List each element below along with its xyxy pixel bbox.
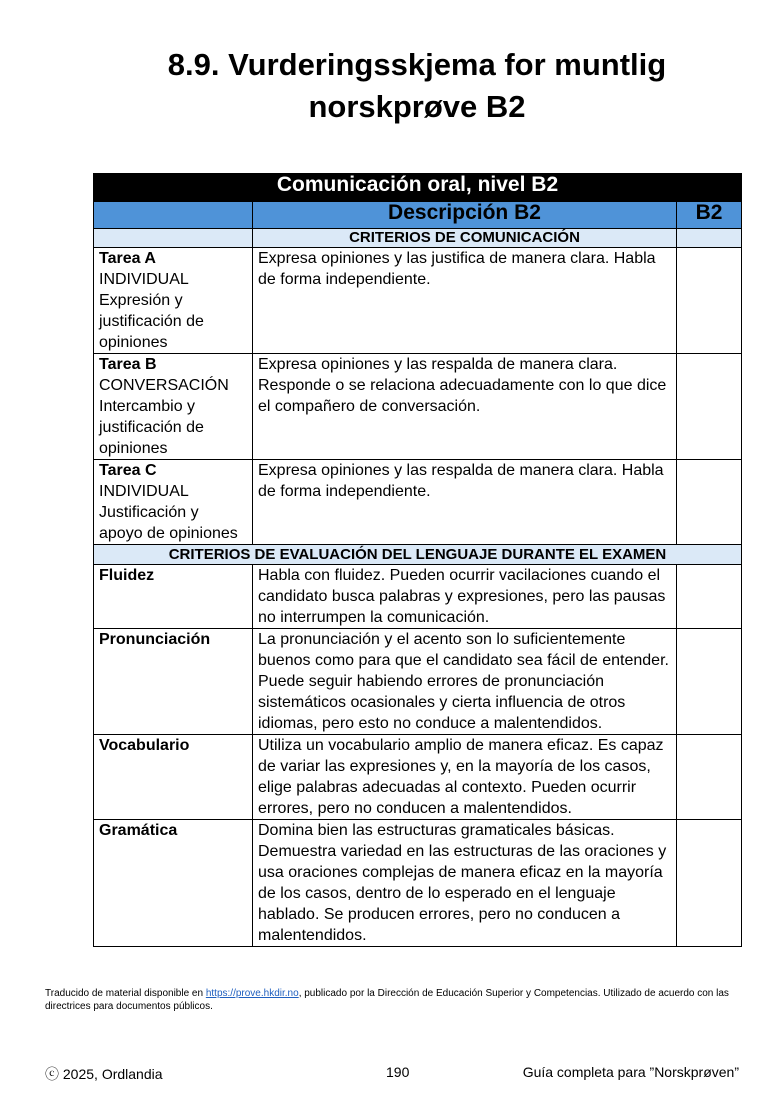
score-cell[interactable] [677,735,742,820]
task-name: Tarea A [99,250,156,267]
page-title [0,44,784,128]
score-cell[interactable] [677,820,742,947]
criterion-description: La pronunciación y el acento son lo suficientemente buenos como para que el candidato sea fácil de entender. Puede seguir habiendo errores de pronunciación sistemáticos ocasionales y cierta influencia de otros idiomas, pero esto no conduce a malentendidos. [253,629,677,735]
task-line: justificación de [99,313,204,330]
header-blank-cell [94,202,253,229]
column-header-description: Descripción B2 [253,202,677,229]
footer-book-title: Guía completa para ”Norskprøven” [522,1064,739,1080]
section-blank-cell [677,229,742,248]
criterion-name: Pronunciación [94,629,253,735]
footnote [45,987,745,1013]
title-line-2: norskprøve B2 [308,89,526,124]
criterion-name: Gramática [94,820,253,947]
criterion-name: Vocabulario [94,735,253,820]
table-main-header: Comunicación oral, nivel B2 [94,174,742,202]
task-line: INDIVIDUAL [99,483,189,500]
source-link[interactable]: https://prove.hkdir.no [205,988,299,999]
task-line: Expresión y [99,292,183,309]
task-name: Tarea C [99,462,157,479]
section-header-row [94,229,742,248]
section-header-communication: CRITERIOS DE COMUNICACIÓN [253,229,677,248]
footnote-prefix: Traducido de material disponible en [45,988,206,999]
table-main-header-row [94,174,742,202]
footnote-suffix: , publicado por la Dirección de Educación Superior y Competencias. Utilizado de acuerdo con las directrices para documentos públicos. [45,988,729,1012]
task-cell [94,354,253,460]
title-line-1: 8.9. Vurderingsskjema for muntlig [167,47,667,82]
section-header-row [94,545,742,565]
column-header-score: B2 [677,202,742,229]
table-row [94,460,742,545]
task-line: opiniones [99,334,168,351]
task-line: apoyo de opiniones [99,525,238,542]
table-row [94,565,742,629]
task-description: Expresa opiniones y las justifica de manera clara. Habla de forma independiente. [253,248,677,354]
task-line: INDIVIDUAL [99,271,189,288]
task-cell [94,460,253,545]
score-cell[interactable] [677,248,742,354]
criterion-description: Utiliza un vocabulario amplio de manera eficaz. Es capaz de variar las expresiones y, en la mayoría de los casos, elige palabras adecuadas al contexto. Pueden ocurrir errores, pero no conducen a malentendidos. [253,735,677,820]
page-number: 190 [386,1064,410,1080]
score-cell[interactable] [677,565,742,629]
criterion-name: Fluidez [94,565,253,629]
task-line: Intercambio y [99,398,196,415]
section-header-language: CRITERIOS DE EVALUACIÓN DEL LENGUAJE DURANTE EL EXAMEN [94,545,742,565]
task-name: Tarea B [99,356,157,373]
score-cell[interactable] [677,354,742,460]
table-row [94,820,742,947]
section-blank-cell [94,229,253,248]
assessment-table [93,173,742,947]
task-line: CONVERSACIÓN [99,377,229,394]
task-line: justificación de [99,419,204,436]
criterion-description: Habla con fluidez. Pueden ocurrir vacilaciones cuando el candidato busca palabras y expresiones, pero las pausas no interrumpen la comunicación. [253,565,677,629]
footer-copyright: ⓒ 2025, Ordlandia [45,1066,163,1082]
task-description: Expresa opiniones y las respalda de manera clara. Habla de forma independiente. [253,460,677,545]
table-row [94,354,742,460]
score-cell[interactable] [677,460,742,545]
table-row [94,735,742,820]
table-row [94,629,742,735]
task-line: opiniones [99,440,168,457]
score-cell[interactable] [677,629,742,735]
task-cell [94,248,253,354]
criterion-description: Domina bien las estructuras gramaticales básicas. Demuestra variedad en las estructuras de las oraciones y usa oraciones complejas de manera eficaz en la mayoría de los casos, dentro de lo esperado en el lenguaje hablado. Se producen errores, pero no conducen a malentendidos. [253,820,677,947]
table-column-header-row [94,202,742,229]
task-description: Expresa opiniones y las respalda de manera clara. Responde o se relaciona adecuadamente con lo que dice el compañero de conversación. [253,354,677,460]
task-line: Justificación y [99,504,199,521]
table-row [94,248,742,354]
